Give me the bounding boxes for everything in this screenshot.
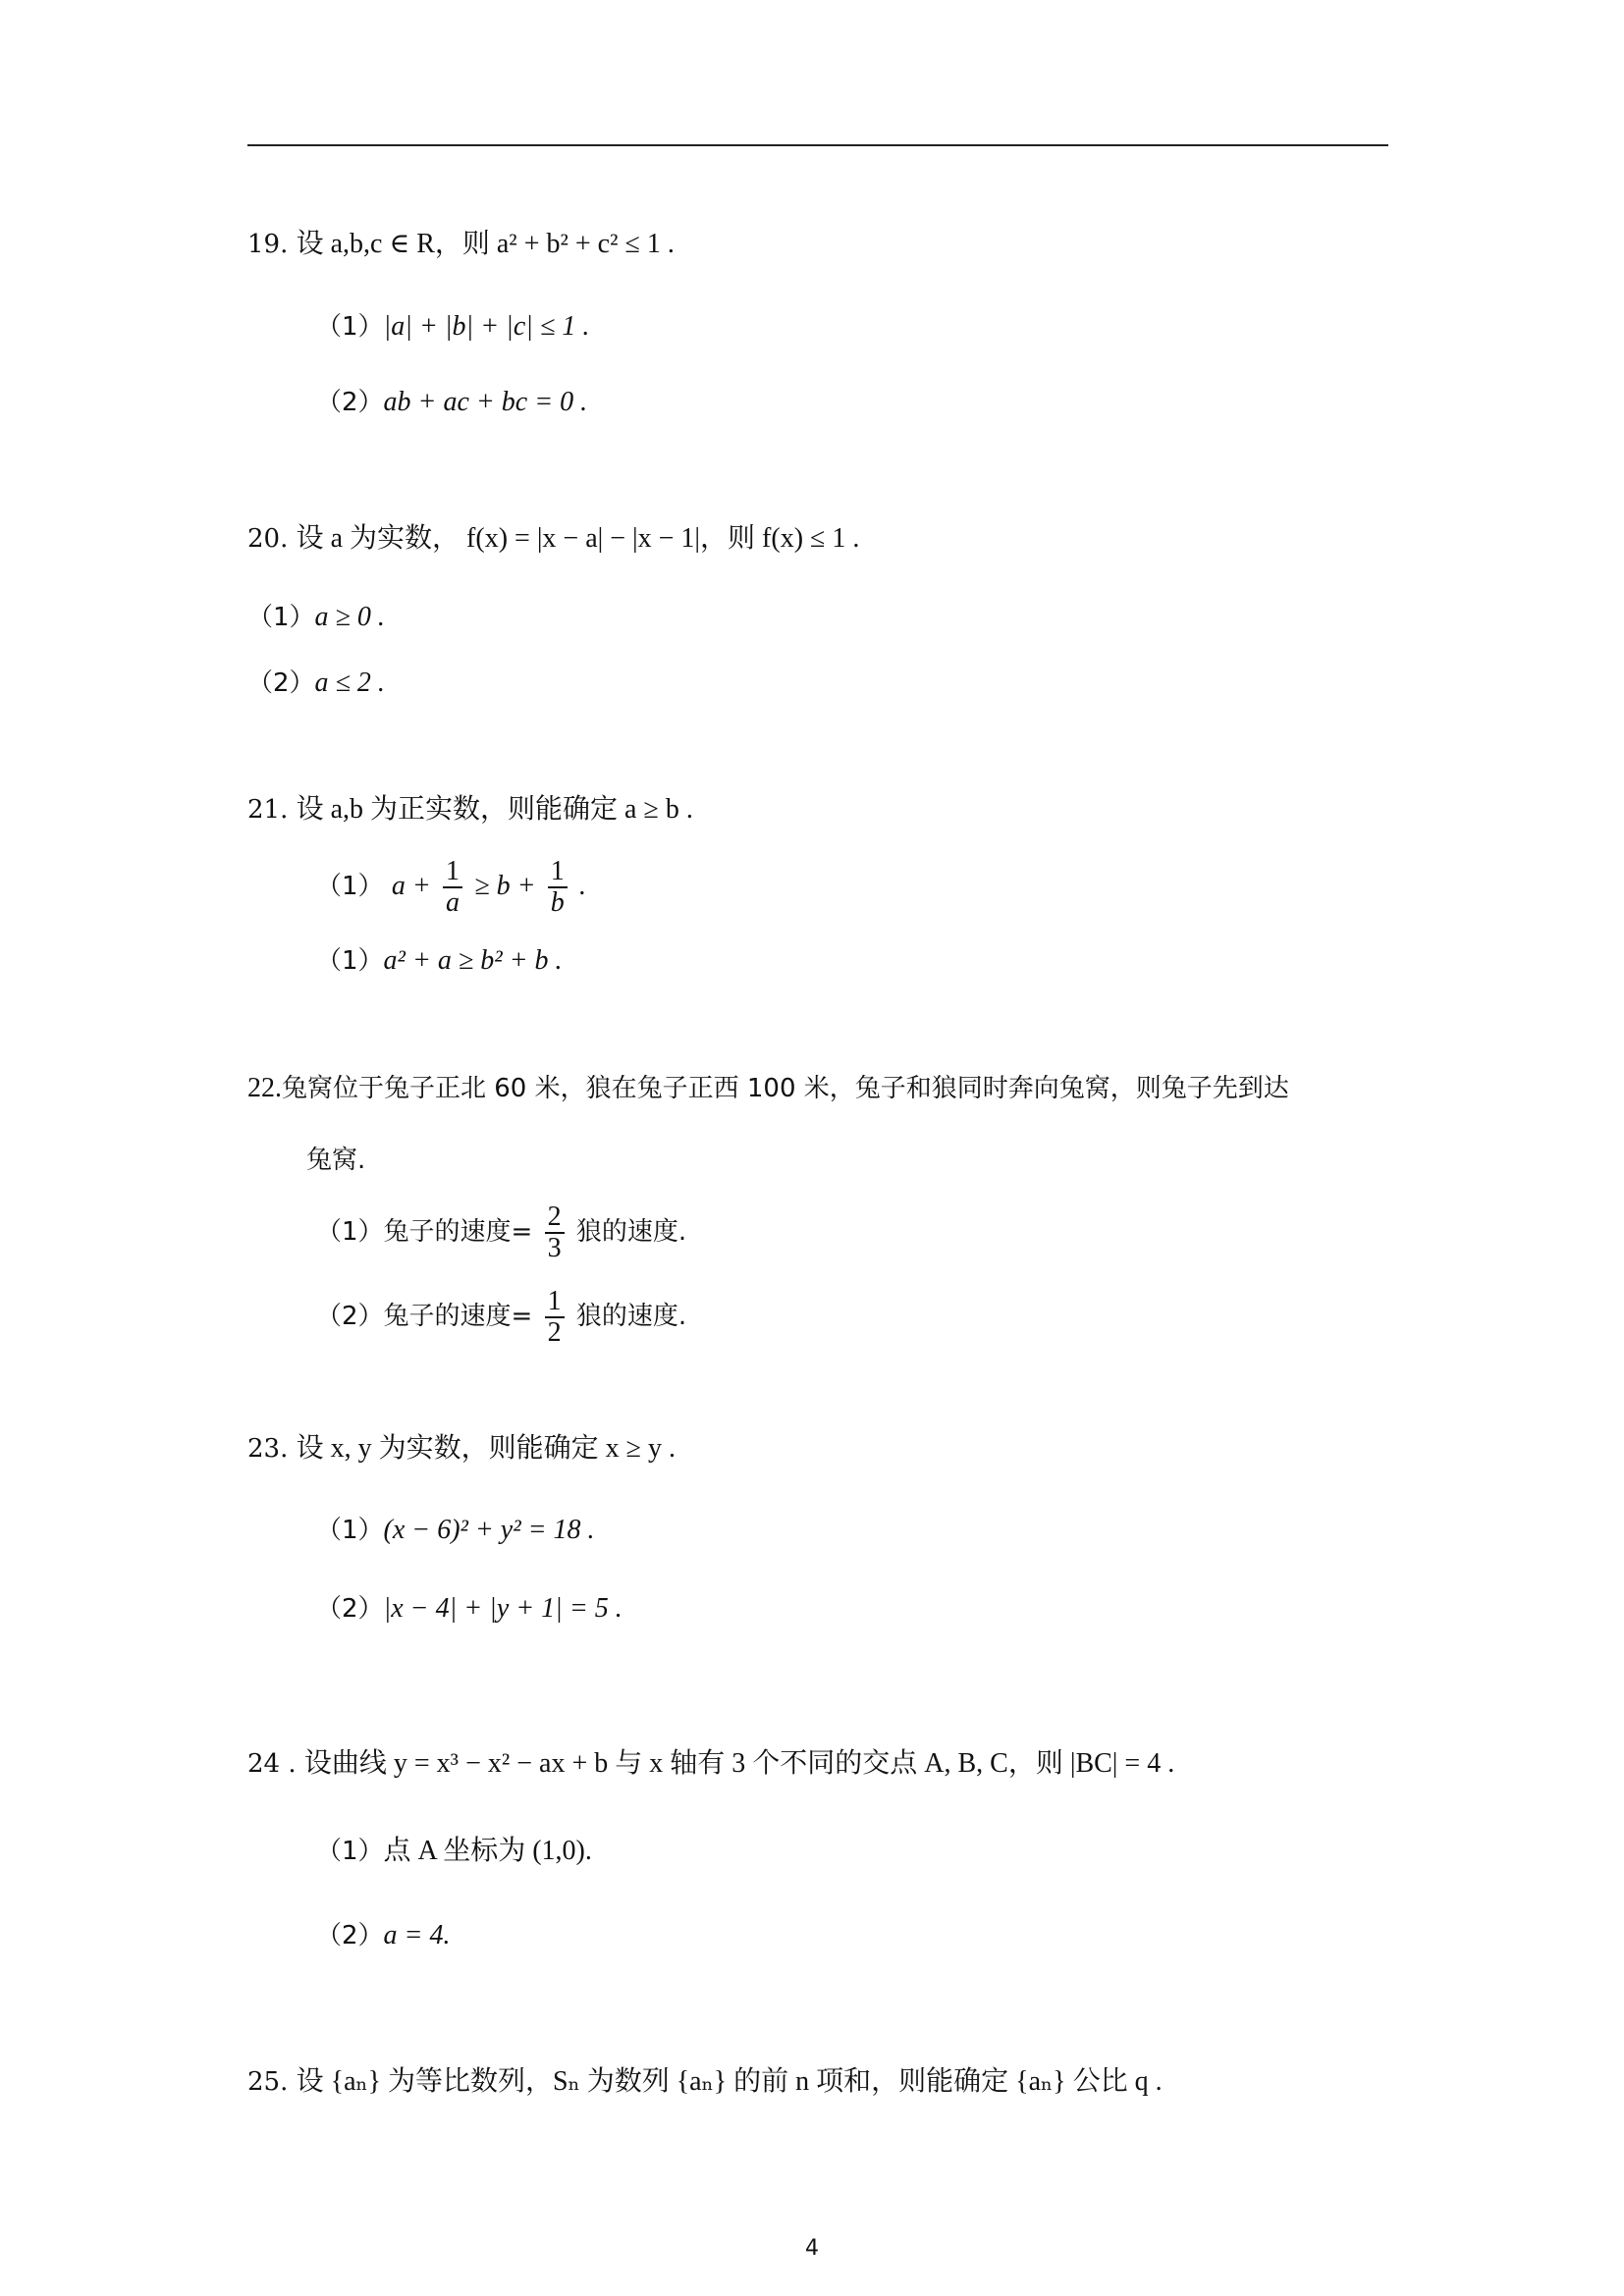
q20-condition-1: （1）a ≥ 0 . [247,602,385,632]
q25-stem [247,2065,1163,2099]
q21-condition-1: （1） a + $\frac{1}{a}$ ≥ b + $\frac{1}{b}$ . [316,856,587,918]
header-rule [247,144,1388,146]
fraction: $\frac{1}{a}$ [443,857,462,918]
q19-stem [247,228,675,261]
q22-condition-2: （2）兔子的速度= $\frac{1}{2}$ 狼的速度. [316,1285,687,1348]
q20-number: 20. [247,524,289,554]
q21-condition-2: （1）a² + a ≥ b² + b . [316,945,563,976]
q23-condition-2: （2）|x − 4| + |y + 1| = 5 . [316,1593,623,1624]
q24-stem [247,1747,1174,1781]
fraction: $\frac{1}{b}$ [548,857,568,918]
q20-stem [247,522,859,556]
q24-stem-text: 设曲线 y = x³ − x² − ax + b 与 x 轴有 3 个不同的交点 A, B, C，则 |BC| = 4 . [303,1748,1175,1779]
page-number: 4 [805,2236,819,2261]
q22-condition-1: （1）兔子的速度= $\frac{2}{3}$ 狼的速度. [316,1201,687,1263]
q22-stem-line-2: 兔窝. [306,1146,366,1175]
q22-number: 22. [247,1073,282,1103]
q19-condition-2: （2）ab + ac + bc = 0 . [316,387,588,417]
q21-stem [247,793,693,827]
q25-number: 25. [247,2067,289,2097]
q22-stem-line-1: 22.兔窝位于兔子正北 60 米，狼在兔子正西 100 米，兔子和狼同时奔向兔窝，则兔子先到达 [247,1073,1289,1103]
q23-number: 23. [247,1434,289,1464]
q20-stem-text: 设 a 为实数， f(x) = |x − a| − |x − 1|，则 f(x) ≤ 1 . [296,523,860,554]
fraction: $\frac{1}{2}$ [545,1287,565,1348]
q23-stem [247,1432,676,1466]
q24-condition-2: （2）a = 4. [316,1920,451,1950]
q24-condition-1: （1）点 A 坐标为 (1,0). [316,1836,592,1866]
q21-stem-text: 设 a,b 为正实数，则能确定 a ≥ b . [296,794,693,825]
q19-number: 19. [247,230,289,259]
q21-number: 21. [247,795,289,825]
q23-stem-text: 设 x, y 为实数，则能确定 x ≥ y . [296,1433,676,1464]
q19-stem-text: 设 a,b,c ∈ R，则 a² + b² + c² ≤ 1 . [296,229,675,259]
q25-stem-text: 设 {aₙ} 为等比数列，Sₙ 为数列 {aₙ} 的前 n 项和，则能确定 {aₙ} 公比 q . [296,2066,1163,2097]
fraction: $\frac{2}{3}$ [545,1202,565,1263]
q24-number: 24 . [247,1749,297,1779]
q19-condition-1: （1）|a| + |b| + |c| ≤ 1 . [316,311,590,342]
q20-condition-2: （2）a ≤ 2 . [247,667,385,698]
q23-condition-1: （1）(x − 6)² + y² = 18 . [316,1515,595,1545]
